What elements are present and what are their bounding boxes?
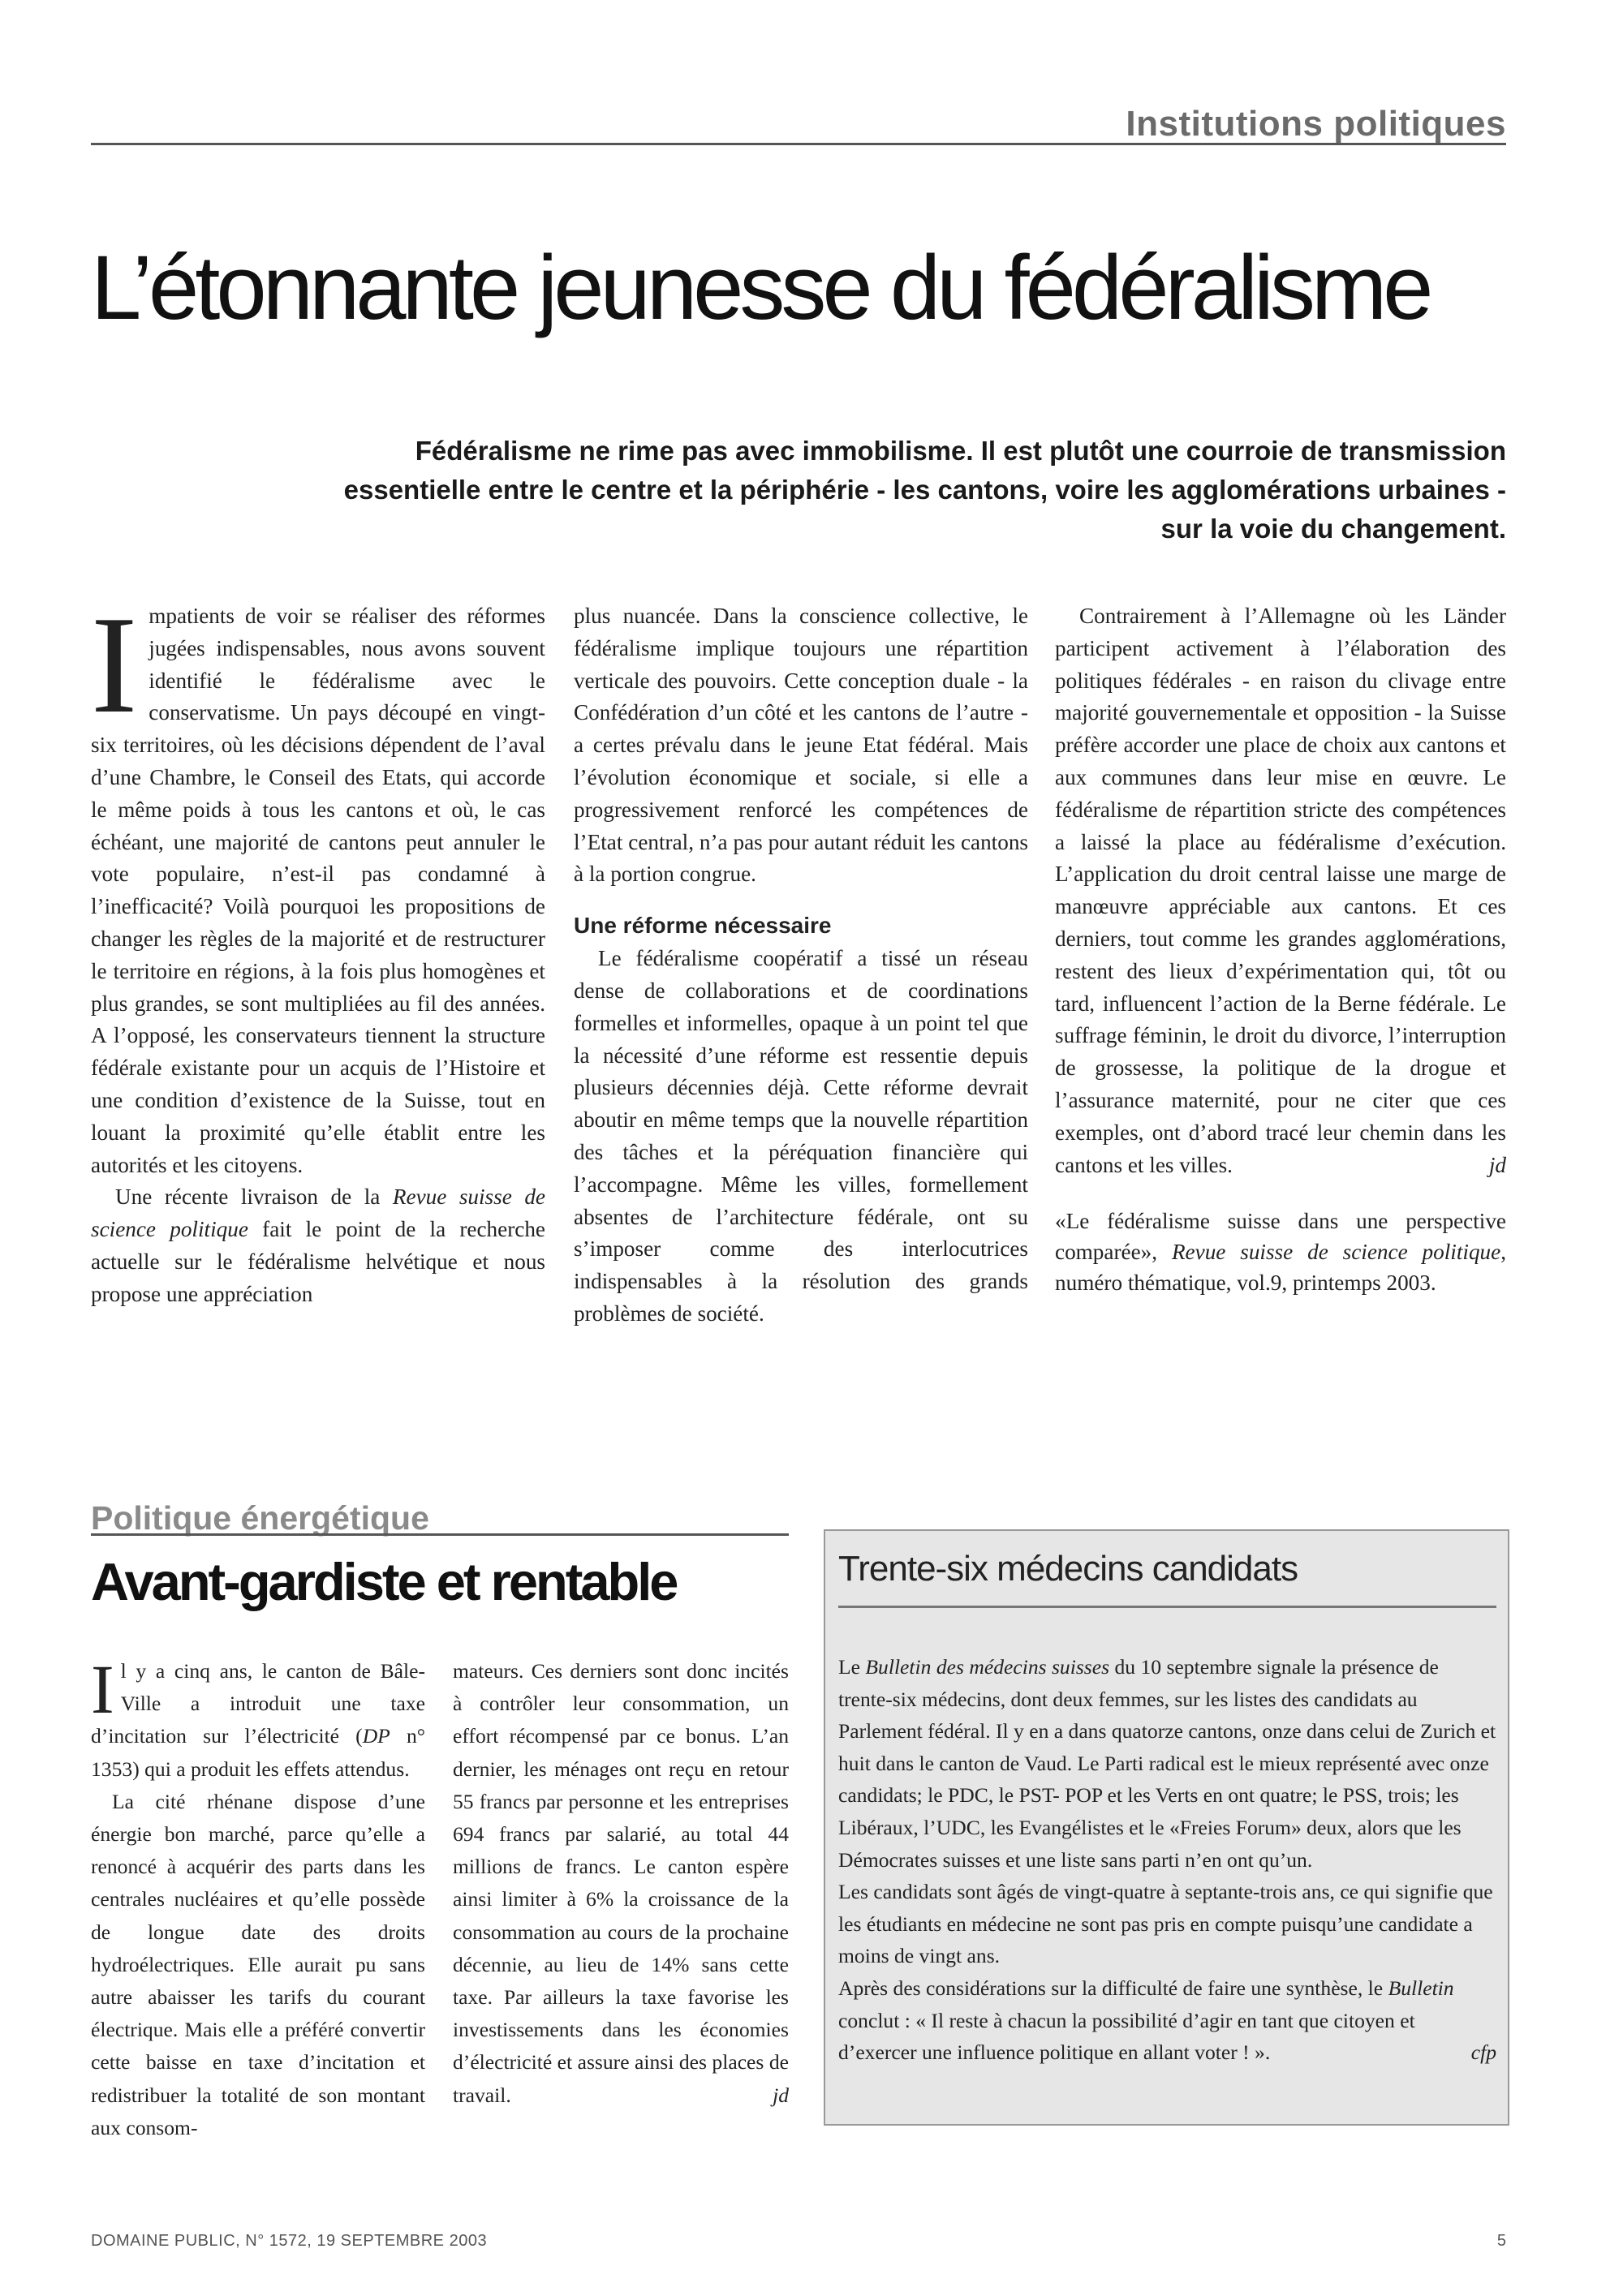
sidebar-box: [824, 1529, 1509, 2126]
paragraph: Impatients de voir se réaliser des réformes jugées indispensables, nous avons souvent identifié le fédéralisme avec le conservatisme. Un pays découpé en vingt-six territoires, où les décisions dépendent de l’aval d’une Chambre, le Conseil des Etats, qui accorde le même poids à tous les cantons et où, le cas échéant, une majorité de cantons peut annuler le vote populaire, n’est-il pas condamné à l’inefficacité? Voilà pourquoi les propositions de changer les règles de la majorité et de restructurer le territoire en régions, à la fois plus homogènes et plus grandes, se sont multipliées au fil des années. A l’opposé, les conservateurs tiennent la structure fédérale existante pour un acquis de l’Histoire et une condition d’existence de la Suisse, tout en louant la proximité qu’elle établit entre les autorités et les citoyens.: [91, 588, 545, 1177]
reference-note: «Le fédéralisme suisse dans une perspective comparée», Revue suisse de science politique, numéro thématique, vol.9, printemps 2003.: [1055, 1209, 1506, 1296]
article-column-2: [574, 600, 1028, 1331]
paragraph: Après des considérations sur la difficulté de faire une synthèse, le Bulletin conclut : « Il reste à chacun la possibilité d’agir en tant que citoyen et d’exercer une influence politique en allant voter ! ». cfp: [838, 1972, 1496, 2069]
publication-footer: DOMAINE PUBLIC, N° 1572, 19 SEPTEMBRE 2003: [91, 2232, 488, 2250]
article-column-3: [1055, 600, 1506, 1298]
paragraph: Une récente livraison de la Revue suisse de science politique fait le point de la recherche actuelle sur le fédéralisme helvétique et nous propose une appréciation: [91, 1185, 546, 1306]
paragraph: La cité rhénane dispose d’une énergie bon marché, parce qu’elle a renoncé à acquérir des parts dans les centrales nucléaires et qu’elle possède de longue date des droits hydroélectriques. Elle aurait pu sans autre abaisser les tarifs du courant électrique. Mais elle a préféré convertir cette baisse en taxe d’incitation et redistribuer la totalité de son montant aux consom-: [91, 1789, 425, 2139]
section-label-energy: Politique énergétique: [91, 1499, 429, 1537]
paragraph: Le fédéralisme coopératif a tissé un réseau dense de collaborations et de coordinations formelles et informelles, opaque à un point tel que la nécessité d’une réforme est ressentie depuis plusieurs décennies déjà. Cette réforme devrait aboutir en même temps que la nouvelle répartition des tâches et la péréquation financière qui l’accompagne. Même les villes, formellement absentes de l’architecture fédérale, ont su s’imposer comme des interlocutrices indispensables à la résolution des grands problèmes de société.: [574, 946, 1028, 1326]
subheading: Une réforme nécessaire: [574, 913, 832, 939]
article-2-column-2: [453, 1655, 789, 2112]
author-signature: cfp: [1470, 2040, 1496, 2065]
paragraph: mateurs. Ces derniers sont donc incités à contrôler leur consommation, un effort récompensé par ce bonus. L’an dernier, les ménages ont reçu en retour 55 francs par personne et les entreprises 694 francs par salarié, au total 44 millions de francs. Le canton espère ainsi limiter à 6% la croissance de la consommation au cours de la prochaine décennie, au lieu de 14% sans cette taxe. Par ailleurs la taxe favorise les investissements dans les économies d’électricité et assure ainsi des places de travail. jd: [453, 1655, 789, 2112]
sidebar-body: [838, 1651, 1496, 2069]
article-2-column-1: [91, 1650, 425, 2144]
article-title: L’étonnante jeunesse du fédéralisme: [91, 237, 1430, 338]
section-label: Institutions politiques: [1126, 104, 1506, 144]
paragraph: Les candidats sont âgés de vingt-quatre à septante-trois ans, ce qui signifie que les étudiants en médecine ne sont pas pris en compte puisqu’une candidate a moins de vingt ans.: [838, 1880, 1493, 1968]
drop-cap: I: [91, 588, 138, 742]
author-signature: jd: [773, 2083, 789, 2107]
article-lede: Fédéralisme ne rime pas avec immobilisme. Il est plutôt une courroie de transmission essentielle entre le centre et la périphérie - les cantons, voire les agglomérations urbaines - sur la voie du changement.: [343, 436, 1506, 544]
sidebar-title: Trente-six médecins candidats: [838, 1549, 1298, 1589]
drop-cap: I: [91, 1650, 114, 1728]
paragraph: Il y a cinq ans, le canton de Bâle-Ville a introduit une taxe d’incitation sur l’électricité (DP n° 1353) qui a produit les effets attendus.: [91, 1650, 425, 1781]
section-rule-energy: [91, 1533, 789, 1536]
author-signature: jd: [1488, 1152, 1506, 1177]
sidebar-rule: [838, 1606, 1496, 1608]
paragraph: Le Bulletin des médecins suisses du 10 septembre signale la présence de trente-six médecins, dont deux femmes, sur les listes des candidats au Parlement fédéral. Il y en a dans quatorze cantons, onze dans celui de Zurich et huit dans le canton de Vaud. Le Parti radical est le mieux représenté avec onze candidats; le PDC, le PST- POP et les Verts en ont quatre; le PSS, trois; les Libéraux, l’UDC, les Evangélistes et le «Freies Forum» deux, alors que les Démocrates suisses et une liste sans parti n’en ont qu’un.: [838, 1655, 1496, 1872]
paragraph: plus nuancée. Dans la conscience collective, le fédéralisme implique toujours une répartition verticale des pouvoirs. Cette conception duale - la Confédération d’un côté et les cantons de l’autre - a certes prévalu dans le jeune Etat fédéral. Mais l’évolution économique et sociale, si elle a progressivement renforcé les compétences de l’Etat central, n’a pas pour autant réduit les cantons à la portion congrue.: [574, 604, 1028, 887]
article-column-1: [91, 588, 546, 1311]
paragraph: Contrairement à l’Allemagne où les Länder participent activement à l’élaboration des politiques fédérales - en raison du clivage entre majorité gouvernementale et opposition - la Suisse préfère accorder une place de choix aux cantons et aux communes dans leur mise en œuvre. Le fédéralisme de répartition stricte des compétences a laissé la place au fédéralisme d’exécution. L’application du droit central laisse une marge de manœuvre appréciable aux cantons. Et ces derniers, tout comme les grandes agglomérations, restent des lieux d’expérimentation qui, tôt ou tard, influencent l’action de la Berne fédérale. Le suffrage féminin, le droit du divorce, l’interruption de grossesse, la politique de la drogue et l’assurance maternité, pour ne citer que ces exemples, ont d’abord tracé leur chemin dans les cantons et les villes. jd: [1055, 600, 1506, 1181]
header-rule: [91, 143, 1506, 145]
page-number: 5: [1496, 2232, 1506, 2250]
article-2-title: Avant-gardiste et rentable: [91, 1552, 677, 1611]
